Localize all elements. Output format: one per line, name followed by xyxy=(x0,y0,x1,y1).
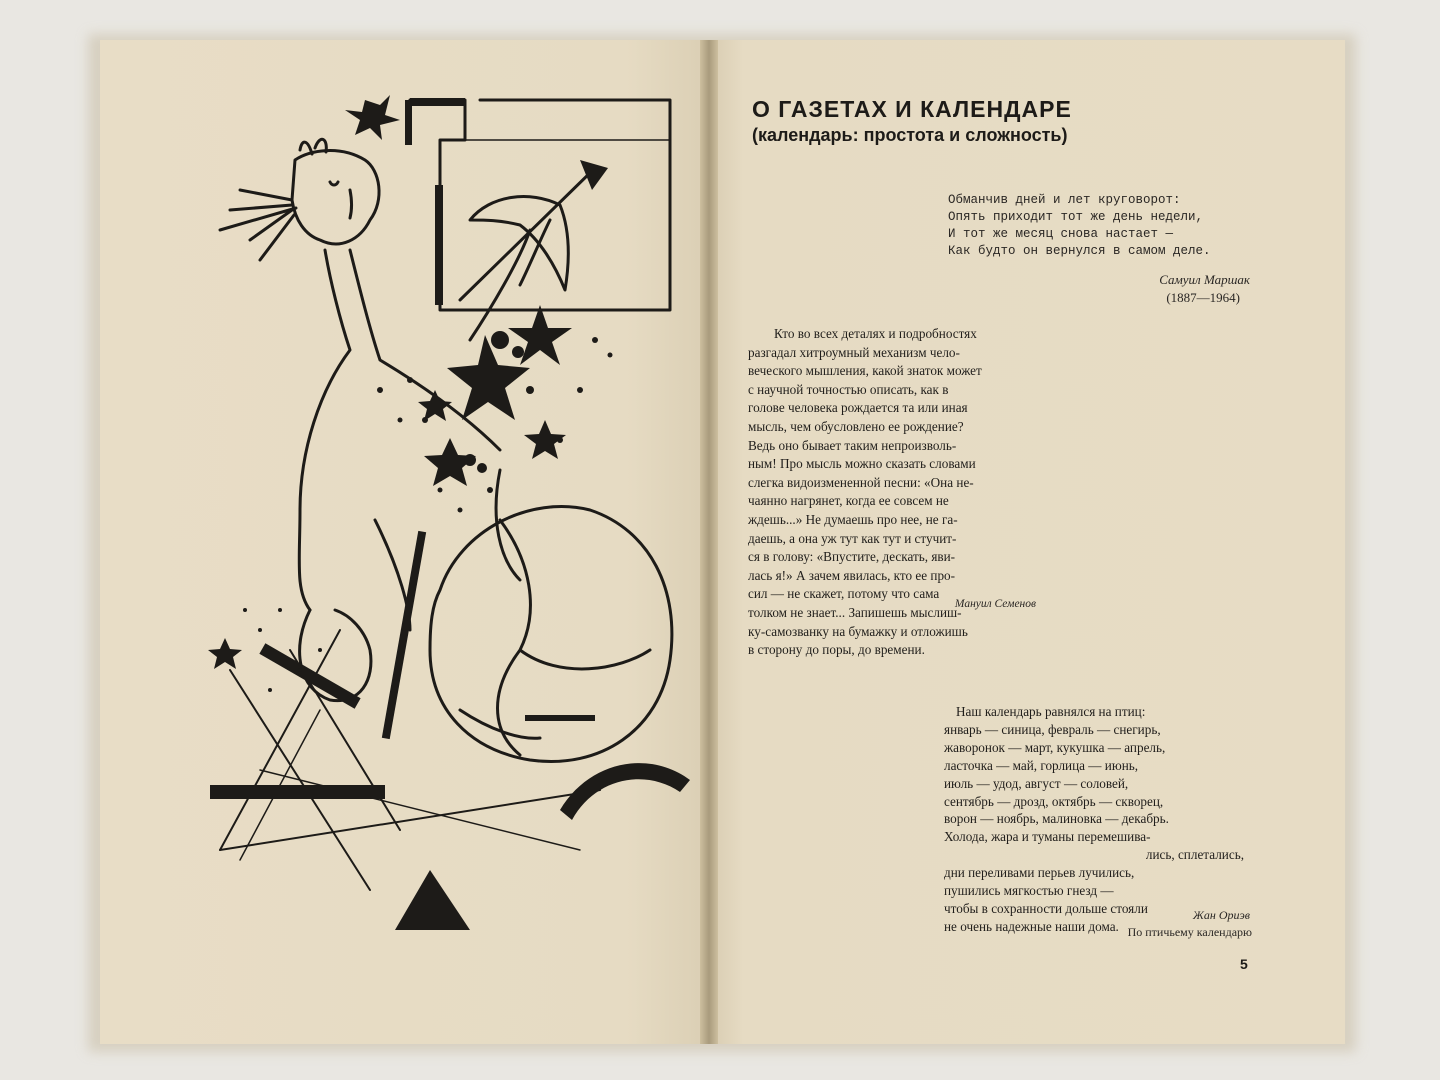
poem-line: не очень надежные наши дома. xyxy=(944,918,1119,934)
prose-line: ждешь...» Не думаешь про нее, не га- xyxy=(748,511,958,527)
prose-line: ным! Про мысль можно сказать словами xyxy=(748,456,976,472)
epigraph-author: Самуил Маршак xyxy=(1159,272,1250,287)
epigraph-line: И тот же месяц снова настает — xyxy=(948,227,1174,241)
poem xyxy=(944,703,1244,936)
epigraph-years: (1887—1964) xyxy=(1166,290,1240,305)
frame-lines xyxy=(410,100,670,310)
prose-line: Ведь оно бывает таким непроизволь- xyxy=(748,437,957,453)
epigraph-line: Как будто он вернулся в самом деле. xyxy=(948,244,1211,258)
poem-line: ласточка — май, горлица — июнь, xyxy=(944,757,1139,773)
figure-body xyxy=(299,250,350,610)
prose-line: чаянно нагрянет, когда ее совсем не xyxy=(748,493,949,509)
poem-line: жаворонок — март, кукушка — апрель, xyxy=(944,739,1166,755)
prose-line: толком не знает... Запишешь мыслиш- xyxy=(748,604,962,620)
black-shapes xyxy=(208,95,690,930)
prose-line: мысль, чем обусловлено ее рождение? xyxy=(748,418,964,434)
poem-line: сентябрь — дрозд, октябрь — скворец, xyxy=(944,793,1164,809)
poem-line: Холода, жара и туманы перемешива- xyxy=(944,829,1151,845)
book-gutter xyxy=(700,40,718,1044)
poem-line: Наш календарь равнялся на птиц: xyxy=(956,704,1146,719)
prose-line: даешь, а она уж тут как тут и стучит- xyxy=(748,530,957,546)
figure-head xyxy=(292,151,379,244)
epigraph xyxy=(948,192,1248,260)
chapter-subtitle: (календарь: простота и сложность) xyxy=(752,125,1068,145)
prose-line: голове человека рождается та или иная xyxy=(748,400,968,416)
epigraph-line: Обманчив дней и лет круговорот: xyxy=(948,193,1181,207)
poem-line: дни переливами перьев лучились, xyxy=(944,865,1135,881)
chapter-title: О ГАЗЕТАХ И КАЛЕНДАРЕ xyxy=(752,96,1072,122)
prose-line: сил — не скажет, потому что сама xyxy=(748,586,940,602)
prose-line: лась я!» А зачем явилась, кто ее про- xyxy=(748,567,956,583)
ball xyxy=(430,507,672,762)
prose-line: ку-самозванку на бумажку и отложишь xyxy=(748,623,968,639)
prose-author: Мануил Семенов xyxy=(954,598,1036,610)
illustration xyxy=(200,90,700,950)
prose-line: с научной точностью описать, как в xyxy=(748,381,949,397)
poem-source: По птичьему календарю xyxy=(1127,925,1252,939)
poem-author: Жан Ориэв xyxy=(1192,908,1250,922)
epigraph-line: Опять приходит тот же день недели, xyxy=(948,210,1204,224)
prose-line: веческого мышления, какой знаток может xyxy=(748,363,982,379)
poem-line: июль — удод, август — соловей, xyxy=(944,775,1129,791)
prose-line: Кто во всех деталях и подробностях xyxy=(774,326,977,341)
poem-line: чтобы в сохранности дольше стояли xyxy=(944,900,1148,916)
prose-line: слегка видоизмененной песни: «Она не- xyxy=(748,474,974,490)
prose-line: разгадал хитроумный механизм чело- xyxy=(748,344,960,360)
prose-line: ся в голову: «Впустите, дескать, яви- xyxy=(748,549,956,565)
poem-line: лись, сплетались, xyxy=(1145,847,1244,863)
page-number: 5 xyxy=(1240,956,1248,972)
poem-line: пушились мягкостью гнезд — xyxy=(944,883,1114,899)
prose-line: в сторону до поры, до времени. xyxy=(748,642,925,658)
poem-line: январь — синица, февраль — снегирь, xyxy=(944,721,1161,737)
poem-line: ворон — ноябрь, малиновка — декабрь. xyxy=(944,811,1169,827)
